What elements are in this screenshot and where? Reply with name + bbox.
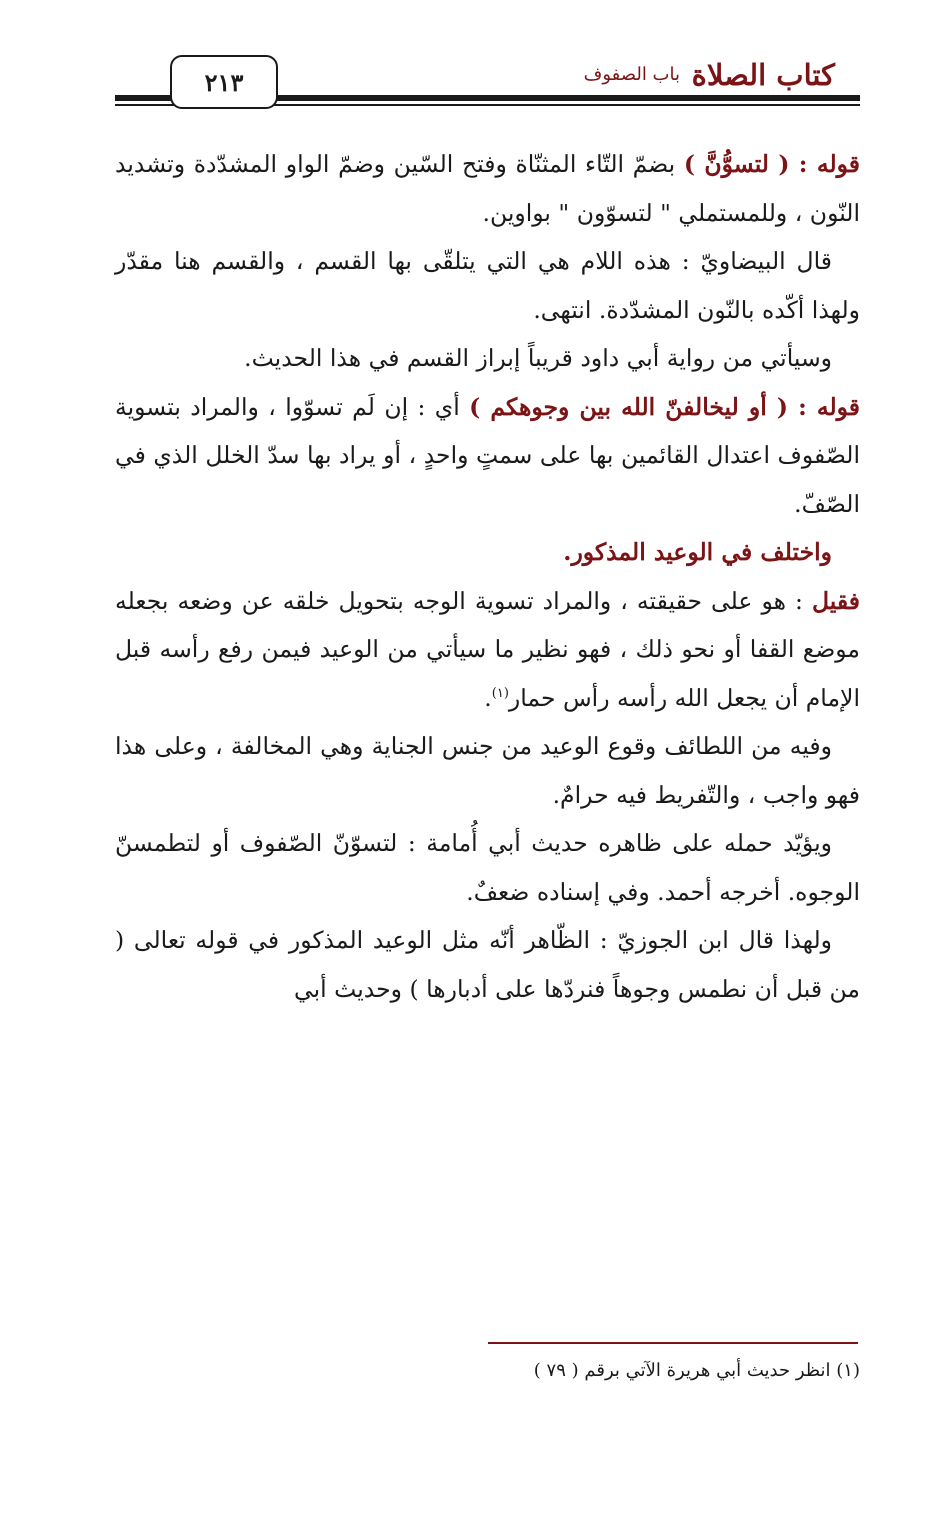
footnote-reference[interactable]: (١) — [491, 685, 509, 701]
paragraph-text: ويؤيّد حمله على ظاهره حديث أبي أُمامة : لتسوّنّ الصّفوف أو لتطمسنّ الوجوه. أخرجه أحمد. وفي إسناده ضعفٌ. — [115, 829, 860, 906]
paragraph — [115, 528, 860, 577]
paragraph-tail: . — [484, 683, 492, 712]
paragraph — [115, 334, 860, 383]
footnote: (١) انظر حديث أبي هريرة الآتي برقم ( ٧٩ ) — [533, 1360, 860, 1381]
paragraph-lead: قوله : ( أو ليخالفنّ الله بين وجوهكم ) — [469, 392, 860, 421]
page-number: ٢١٣ — [170, 55, 278, 109]
paragraph-text: بضمّ التّاء المثنّاة وفتح السّين وضمّ الواو المشدّدة وتشديد النّون ، وللمستملي " لتسوّون " بواوين. — [115, 150, 860, 227]
paragraph-text: قال البيضاويّ : هذه اللام هي التي يتلقّى بها القسم ، والقسم هنا مقدّر ولهذا أكّده بالنّون المشدّدة. انتهى. — [115, 247, 860, 324]
paragraph — [115, 916, 860, 1013]
paragraph — [115, 237, 860, 334]
paragraph-lead: واختلف في الوعيد المذكور. — [563, 538, 832, 566]
paragraph-text: ولهذا قال ابن الجوزيّ : الظّاهر أنّه مثل الوعيد المذكور في قوله تعالى ( من قبل أن نطمس وجوهاً فنردّها على أدبارها ) وحديث أبي — [115, 926, 860, 1003]
paragraph — [115, 577, 860, 723]
footnote-separator — [488, 1342, 858, 1344]
chapter-title: باب الصفوف — [583, 64, 680, 85]
paragraph — [115, 140, 860, 237]
book-title: كتاب الصلاة — [691, 58, 835, 92]
paragraph-text: وفيه من اللطائف وقوع الوعيد من جنس الجناية وهي المخالفة ، وعلى هذا فهو واجب ، والتّفريط فيه حرامٌ. — [115, 732, 860, 809]
paragraph — [115, 383, 860, 529]
main-text — [115, 140, 860, 1013]
paragraph — [115, 819, 860, 916]
paragraph-lead: فقيل — [811, 586, 860, 615]
paragraph-text: وسيأتي من رواية أبي داود قريباً إبراز القسم في هذا الحديث. — [244, 344, 832, 372]
paragraph — [115, 722, 860, 819]
paragraph-text: أي : إن لَم تسوّوا ، والمراد بتسوية الصّفوف اعتدال القائمين بها على سمتٍ واحدٍ ، أو يراد بها سدّ الخلل الذي في الصّفّ. — [115, 392, 860, 518]
paragraph-text: : هو على حقيقته ، والمراد تسوية الوجه بتحويل خلقه عن وضعه بجعله موضع القفا أو نحو ذلك ، فهو نظير ما سيأتي من الوعيد فيمن رفع رأسه قبل الإمام أن يجعل الله رأسه رأس حمار — [115, 586, 861, 712]
page-header — [115, 50, 860, 120]
paragraph-lead: قوله : ( لتسوُّنَّ ) — [683, 150, 860, 178]
